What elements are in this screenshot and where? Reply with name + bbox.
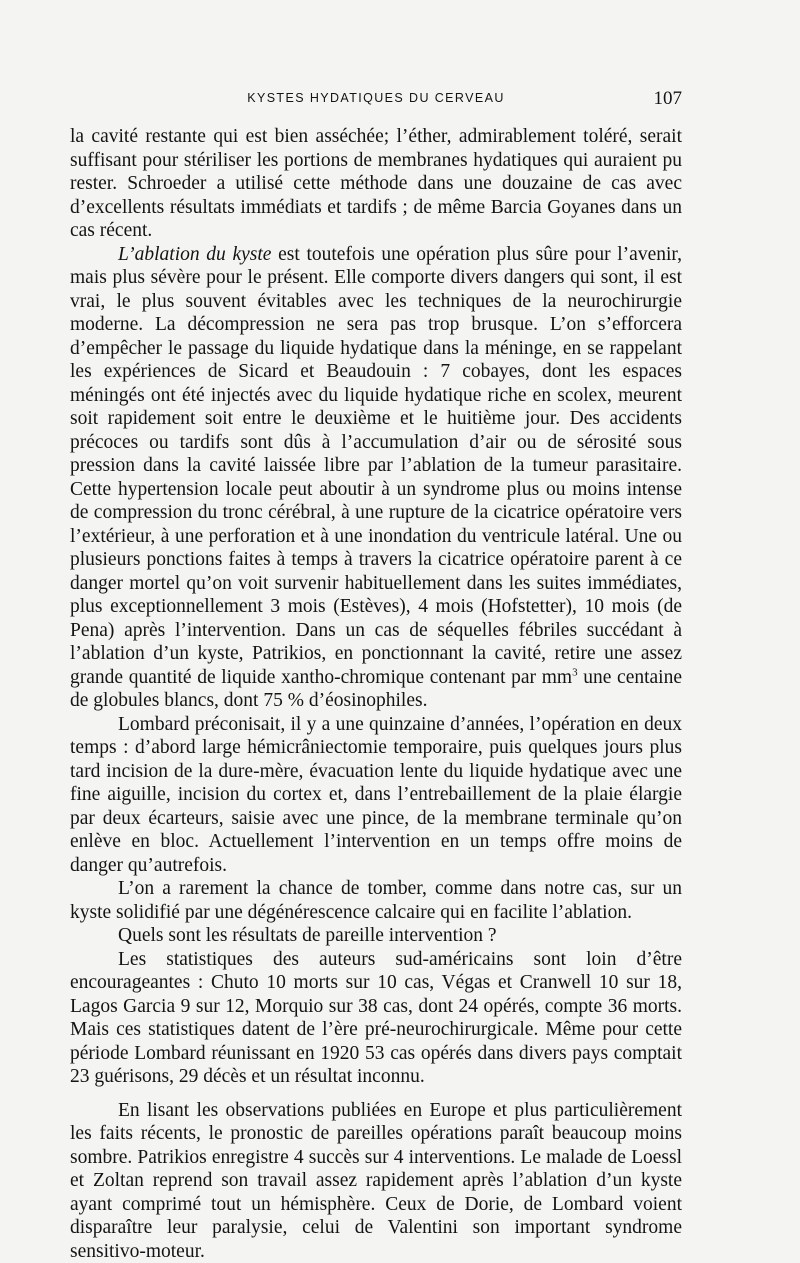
paragraph-2-tail: une centaine de globules blancs, dont 75 % d’éosinophiles. — [70, 667, 682, 712]
paragraph-6: Les statistiques des auteurs sud-américains sont loin d’être encourageantes : Chuto 10 morts sur 10 cas, Végas et Cranwell 10 sur 18, Lagos Garcia 9 sur 12, Morquio sur 38 cas, dont 24 opérés, compte 36 morts. Mais ces statistiques datent de l’ère pré-neurochirurgicale. Même pour cette période Lombard réunissant en 1920 53 cas opérés dans divers pays comptait 23 guérisons, 29 décès et un résultat inconnu. — [70, 948, 682, 1089]
italic-lead: L’ablation du kyste — [118, 244, 271, 265]
paragraph-1: la cavité restante qui est bien asséchée; l’éther, admirablement toléré, serait suffisant pour stériliser les portions de membranes hydatiques qui auraient pu rester. Schroeder a utilisé cette méthode dans une douzaine de cas avec d’excellents résultats immédiats et tardifs ; de même Barcia Goyanes dans un cas récent. — [70, 125, 682, 243]
paragraph-5: Quels sont les résultats de pareille intervention ? — [70, 924, 682, 948]
paragraph-2 — [70, 243, 682, 713]
running-title: KYSTES HYDATIQUES DU CERVEAU — [70, 91, 682, 105]
paragraph-2-body: est toutefois une opération plus sûre pour l’avenir, mais plus sévère pour le présent. Elle comporte divers dangers qui sont, il est vrai, le plus souvent évitables avec les techniques de la neurochirurgie moderne. La décompression ne sera pas trop brusque. L’on s’efforcera d’empêcher le passage du liquide hydatique dans la méninge, en se rappelant les expériences de Sicard et Beaudouin : 7 cobayes, dont les espaces méningés ont été injectés avec du liquide hydatique riche en scolex, meurent soit rapidement soit entre le deuxième et le huitième jour. Des accidents précoces ou tardifs sont dûs à l’accumulation d’air ou de sérosité sous pression dans la cavité laissée libre par l’ablation de la tumeur parasitaire. Cette hypertension locale peut aboutir à un syndrome plus ou moins intense de compression du tronc cérébral, à une rupture de la cicatrice opératoire vers l’extérieur, à une perforation et à une inondation du ventricule latéral. Une ou plusieurs ponctions faites à temps à travers la cicatrice opératoire parent à ce danger mortel qu’on voit survenir habituellement dans les suites immédiates, plus exceptionnellement 3 mois (Estèves), 4 mois (Hofstetter), 10 mois (de Pena) après l’intervention. Dans un cas de séquelles fébriles succédant à l’ablation d’un kyste, Patrikios, en ponctionnant la cavité, retire une assez grande quantité de liquide xantho-chromique contenant par mm — [70, 244, 682, 688]
paragraph-3: Lombard préconisait, il y a une quinzaine d’années, l’opération en deux temps : d’abord large hémicrâniectomie temporaire, puis quelques jours plus tard incision de la dure-mère, évacuation lente du liquide hydatique avec une fine aiguille, incision du cortex et, dans l’entrebaillement de la plaie élargie par deux écarteurs, saisie avec une pince, de la membrane terminale qu’on enlève en bloc. Actuellement l’intervention en un temps offre moins de danger qu’autrefois. — [70, 713, 682, 878]
paragraph-4: L’on a rarement la chance de tomber, comme dans notre cas, sur un kyste solidifié par une dégénérescence calcaire qui en facilite l’ablation. — [70, 877, 682, 924]
paragraph-7: En lisant les observations publiées en Europe et plus particulièrement les faits récents, le pronostic de pareilles opérations paraît beaucoup moins sombre. Patrikios enregistre 4 succès sur 4 interventions. Le malade de Loessl et Zoltan reprend son travail assez rapidement après l’ablation d’un kyste ayant comprimé tout un hémisphère. Ceux de Dorie, de Lombard voient disparaître leur paralysie, celui de Valentini son important syndrome sensitivo-moteur. — [70, 1099, 682, 1263]
page-number: 107 — [654, 88, 683, 110]
body-text — [70, 125, 682, 1263]
superscript-3: 3 — [572, 666, 578, 678]
page-header — [70, 88, 682, 110]
